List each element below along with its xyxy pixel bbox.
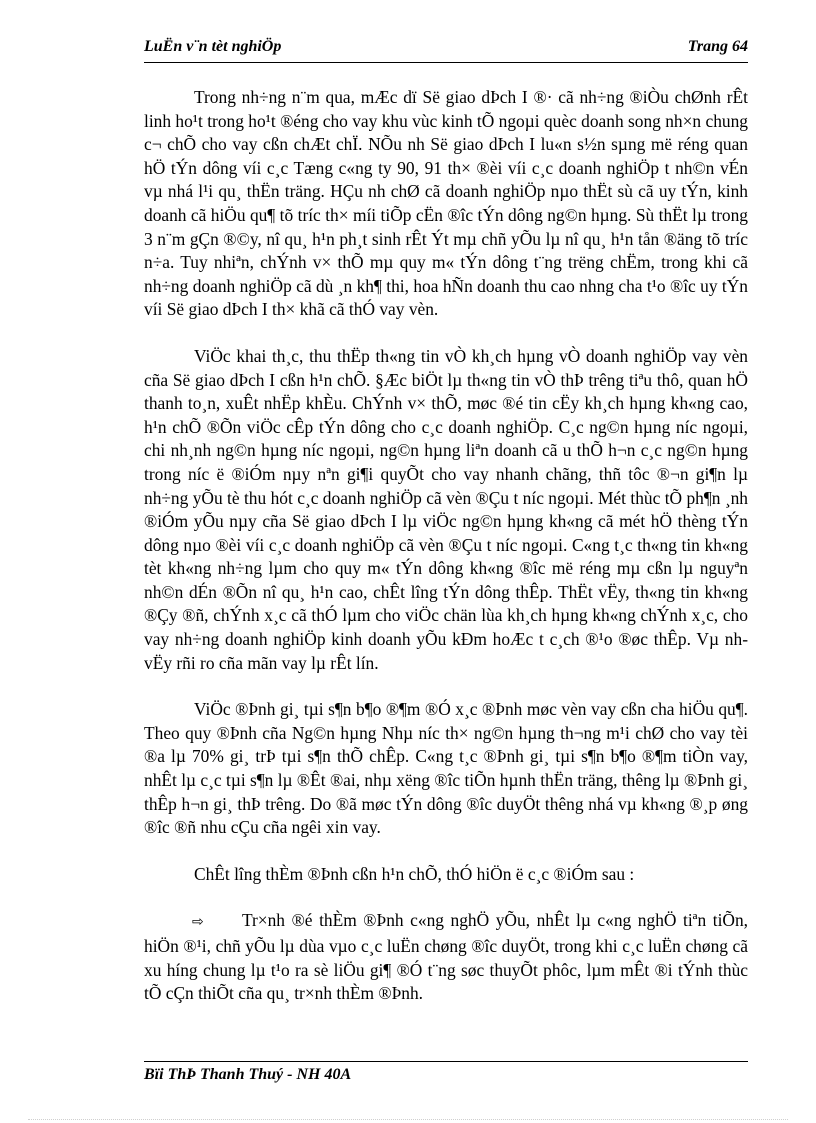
page-number: Trang 64 bbox=[687, 38, 748, 55]
bullet-item bbox=[144, 909, 748, 1005]
arrow-right-icon: ⇨ bbox=[192, 914, 204, 931]
page-header bbox=[144, 38, 748, 62]
paragraph-1: Trong nh÷ng n¨m qua, mÆc dï Së giao dÞch I ®· cã nh÷ng ®iÒu chØnh rÊt linh ho¹t trong ho¹t ®éng cho vay khu vùc kinh tÕ ngoµi quèc doanh song nh×n chung c¬ chÕ cho vay cßn chÆt chÏ. NÕu nh Së giao dÞch I lu«n s½n sµng më réng quan hÖ tÝn dông víi c¸c Tæng c«ng ty 90, 91 th× ®èi víi c¸c doanh nghiÖp t nh©n vÉn vµ nhá l¹i qu¸ thËn träng. HÇu nh chØ cã doanh nghiÖp nµo thËt sù cã uy tÝn, kinh doanh cã hiÖu qu¶ tõ tríc th× míi tiÕp cËn ®îc tÝn dông ng©n hµng. Sù thËt lµ trong 3 n¨m gÇn ®©y, nî qu¸ h¹n ph¸t sinh rÊt Ýt mµ chñ yÕu lµ nî qu¸ h¹n tån ®äng tõ tríc n÷a. Tuy nhiªn, chÝnh v× thÕ mµ quy m« tÝn dông t¨ng trëng chËm, trong khi cã nh÷ng doanh nghiÖp cã dù ¸n kh¶ thi, hoa hÑn doanh thu cao nhng cha t¹o ®îc uy tÝn víi Së giao dÞch I th× khã cã thÓ vay vèn. bbox=[144, 87, 748, 320]
paragraph-3: ViÖc ®Þnh gi¸ tµi s¶n b¶o ®¶m ®Ó x¸c ®Þnh møc vèn vay cßn cha hiÖu qu¶. Theo quy ®Þnh cña Ng©n hµng Nhµ níc th× ng©n hµng th¬ng m¹i chØ cho vay tèi ®a lµ 70% gi¸ trÞ tµi s¶n thÕ chÊp. C«ng t¸c ®Þnh gi¸ tµi s¶n b¶o ®¶m tiÒn vay, nhÊt lµ c¸c tµi s¶n lµ ®Êt ®ai, nhµ xëng ®îc tiÕn hµnh thËn träng, thêng lµ ®Þnh gi¸ thÊp h¬n gi¸ thÞ trêng. Do ®ã møc tÝn dông ®îc duyÖt thêng nhá vµ kh«ng ®¸p øng ®îc ®ñ nhu cÇu cña ngêi xin vay. bbox=[144, 699, 748, 838]
page-bottom-border bbox=[28, 1119, 788, 1120]
footer-author: Bïi ThÞ Thanh Thuý - NH 40A bbox=[144, 1066, 352, 1083]
header-divider bbox=[144, 62, 748, 63]
header-title: LuËn v¨n tèt nghiÖp bbox=[144, 38, 282, 55]
paragraph-4: ChÊt lîng thÈm ®Þnh cßn h¹n chÕ, thÓ hiÖn ë c¸c ®iÓm sau : bbox=[194, 863, 635, 884]
document-body bbox=[144, 86, 748, 1029]
bullet-text: Tr×nh ®é thÈm ®Þnh c«ng nghÖ yÕu, nhÊt lµ c«ng nghÖ tiªn tiÕn, hiÖn ®¹i, chñ yÕu lµ dùa vµo c¸c luËn chøng ®îc duyÖt, trong khi c¸c luËn chøng cã xu híng chung lµ t¹o ra sè liÖu gi¶ ®Ó t¨ng søc thuyÕt phôc, lµm mÊt ®i tÝnh thùc tÕ cÇn thiÕt cña qu¸ tr×nh thÈm ®Þnh. bbox=[144, 910, 748, 1004]
footer-divider bbox=[144, 1061, 748, 1062]
paragraph-2: ViÖc khai th¸c, thu thËp th«ng tin vÒ kh¸ch hµng vÒ doanh nghiÖp vay vèn cña Së giao dÞch I cßn h¹n chÕ. §Æc biÖt lµ th«ng tin vÒ thÞ trêng tiªu thô, quan hÖ thanh to¸n, xuÊt nhËp khÈu. ChÝnh v× thÕ, møc ®é tin cËy kh¸ch hµng kh«ng cao, h¹n chÕ ®Õn viÖc cÊp tÝn dông cho c¸c doanh nghiÖp. C¸c ng©n hµng níc ngoµi, chi nh¸nh ng©n hµng níc ngoµi, ng©n hµng liªn doanh cã u thÕ h¬n c¸c ng©n hµng trong níc ë ®iÓm nµy nªn gi¶i quyÕt cho vay nhanh chãng, thñ tôc ®¬n gi¶n lµ nh÷ng yÕu tè thu hót c¸c doanh nghiÖp cã vèn ®Çu t níc ngoµi. Mét thùc tÕ ph¶n ¸nh ®iÓm yÕu nµy cña Së giao dÞch I lµ viÖc ng©n hµng kh«ng cã mét hÖ thèng tÝn dông nµo ®èi víi c¸c doanh nghiÖp cã vèn ®Çu t níc ngoµi. C«ng t¸c th«ng tin kh«ng tèt kh«ng nh÷ng lµm cho quy m« tÝn dông kh«ng ®îc më réng mµ cßn lµ nguyªn nh©n dÉn ®Õn nî qu¸ h¹n cao, chÊt lîng tÝn dông thÊp. ThËt vËy, th«ng tin kh«ng ®Çy ®ñ, chÝnh x¸c cã thÓ lµm cho viÖc chän lùa kh¸ch hµng kh«ng chÝnh x¸c, cho vay nh÷ng doanh nghiÖp kinh doanh yÕu kÐm hoÆc t c¸ch ®¹o ®øc thÊp. Vµ nh vËy rñi ro cña mãn vay lµ rÊt lín. bbox=[144, 345, 748, 673]
